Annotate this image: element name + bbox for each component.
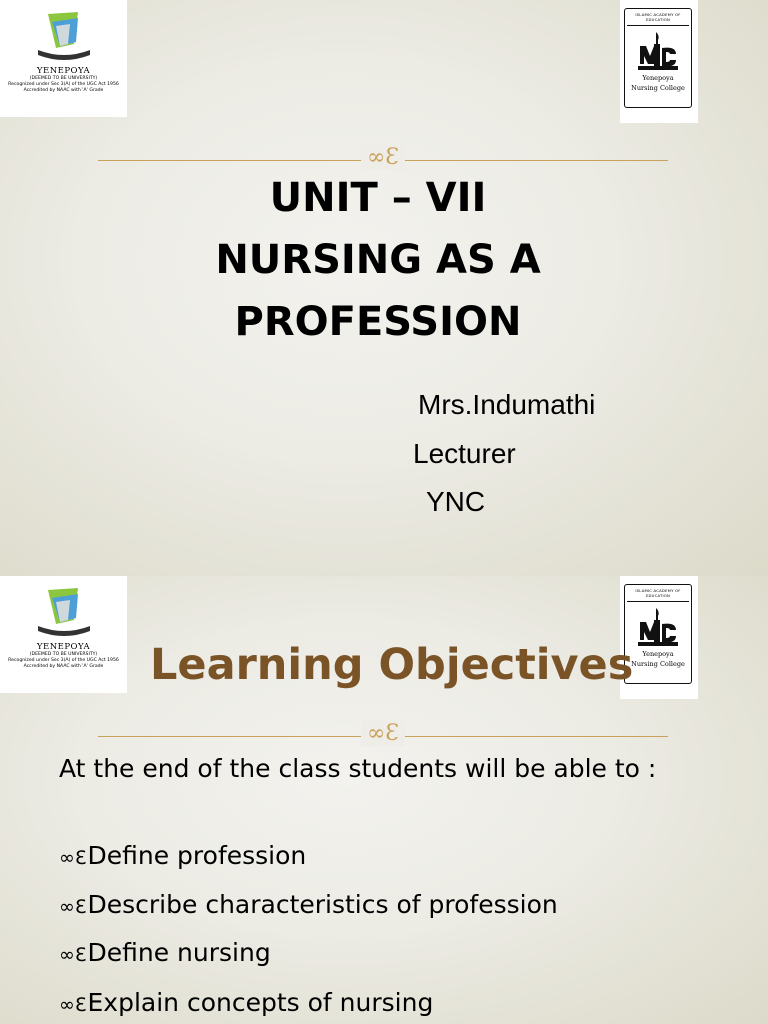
flourish-icon: ∞Ɛ: [361, 145, 405, 170]
university-recognition: Recognized under Sec 3(A) of the UGC Act 1956: [8, 658, 119, 664]
ync-monogram-icon: [636, 30, 680, 72]
author-org: YNC: [426, 486, 486, 517]
objective-item: [59, 841, 306, 870]
university-name: YENEPOYA: [36, 642, 91, 652]
bullet-icon: ∞Ɛ: [59, 847, 87, 869]
university-shield-icon: [34, 584, 94, 640]
objective-item: [59, 988, 433, 1017]
university-recognition: Recognized under Sec 3(A) of the UGC Act 1956: [8, 82, 119, 88]
yenepoya-university-logo: [0, 0, 127, 117]
title-line-profession: PROFESSION: [234, 299, 522, 345]
bullet-icon: ∞Ɛ: [59, 994, 87, 1016]
university-status: (DEEMED TO BE UNIVERSITY): [29, 652, 98, 657]
bullet-icon: ∞Ɛ: [59, 896, 87, 918]
ync-monogram-icon: [636, 606, 680, 648]
bullet-icon: ∞Ɛ: [59, 944, 87, 966]
slide-heading: Learning Objectives: [150, 640, 634, 690]
university-shield-icon: [34, 8, 94, 64]
college-academy-text: ISLAMIC ACADEMY OF EDUCATION: [635, 588, 681, 598]
university-accreditation: Accredited by NAAC with 'A' Grade: [23, 88, 104, 94]
title-line-unit: UNIT – VII: [269, 175, 487, 221]
objective-text: Define profession: [87, 841, 307, 870]
college-name-line1: Yenepoya: [642, 650, 674, 658]
author-role: Lecturer: [413, 438, 516, 469]
college-name-line2: Nursing College: [631, 84, 685, 92]
flourish-icon: ∞Ɛ: [361, 721, 405, 746]
author-name: Mrs.Indumathi: [418, 389, 596, 420]
college-name-line2: Nursing College: [631, 660, 685, 668]
objective-text: Describe characteristics of profession: [87, 890, 558, 919]
objective-text: Define nursing: [87, 938, 271, 967]
university-status: (DEEMED TO BE UNIVERSITY): [29, 76, 98, 81]
college-academy-text: ISLAMIC ACADEMY OF EDUCATION: [635, 12, 681, 22]
college-name-line1: Yenepoya: [642, 74, 674, 82]
ync-college-logo: [620, 0, 698, 123]
objective-text: Explain concepts of nursing: [87, 988, 434, 1017]
slide-title: [0, 167, 756, 353]
university-accreditation: Accredited by NAAC with 'A' Grade: [23, 664, 104, 670]
objectives-slide: [0, 576, 768, 1024]
heading-divider: [98, 721, 668, 746]
objective-item: [59, 890, 558, 919]
university-name: YENEPOYA: [36, 66, 91, 76]
objective-item: [59, 938, 271, 967]
title-line-nursing: NURSING AS A: [215, 237, 541, 283]
objectives-intro: At the end of the class students will be able to :: [59, 754, 657, 783]
yenepoya-university-logo: [0, 576, 127, 693]
